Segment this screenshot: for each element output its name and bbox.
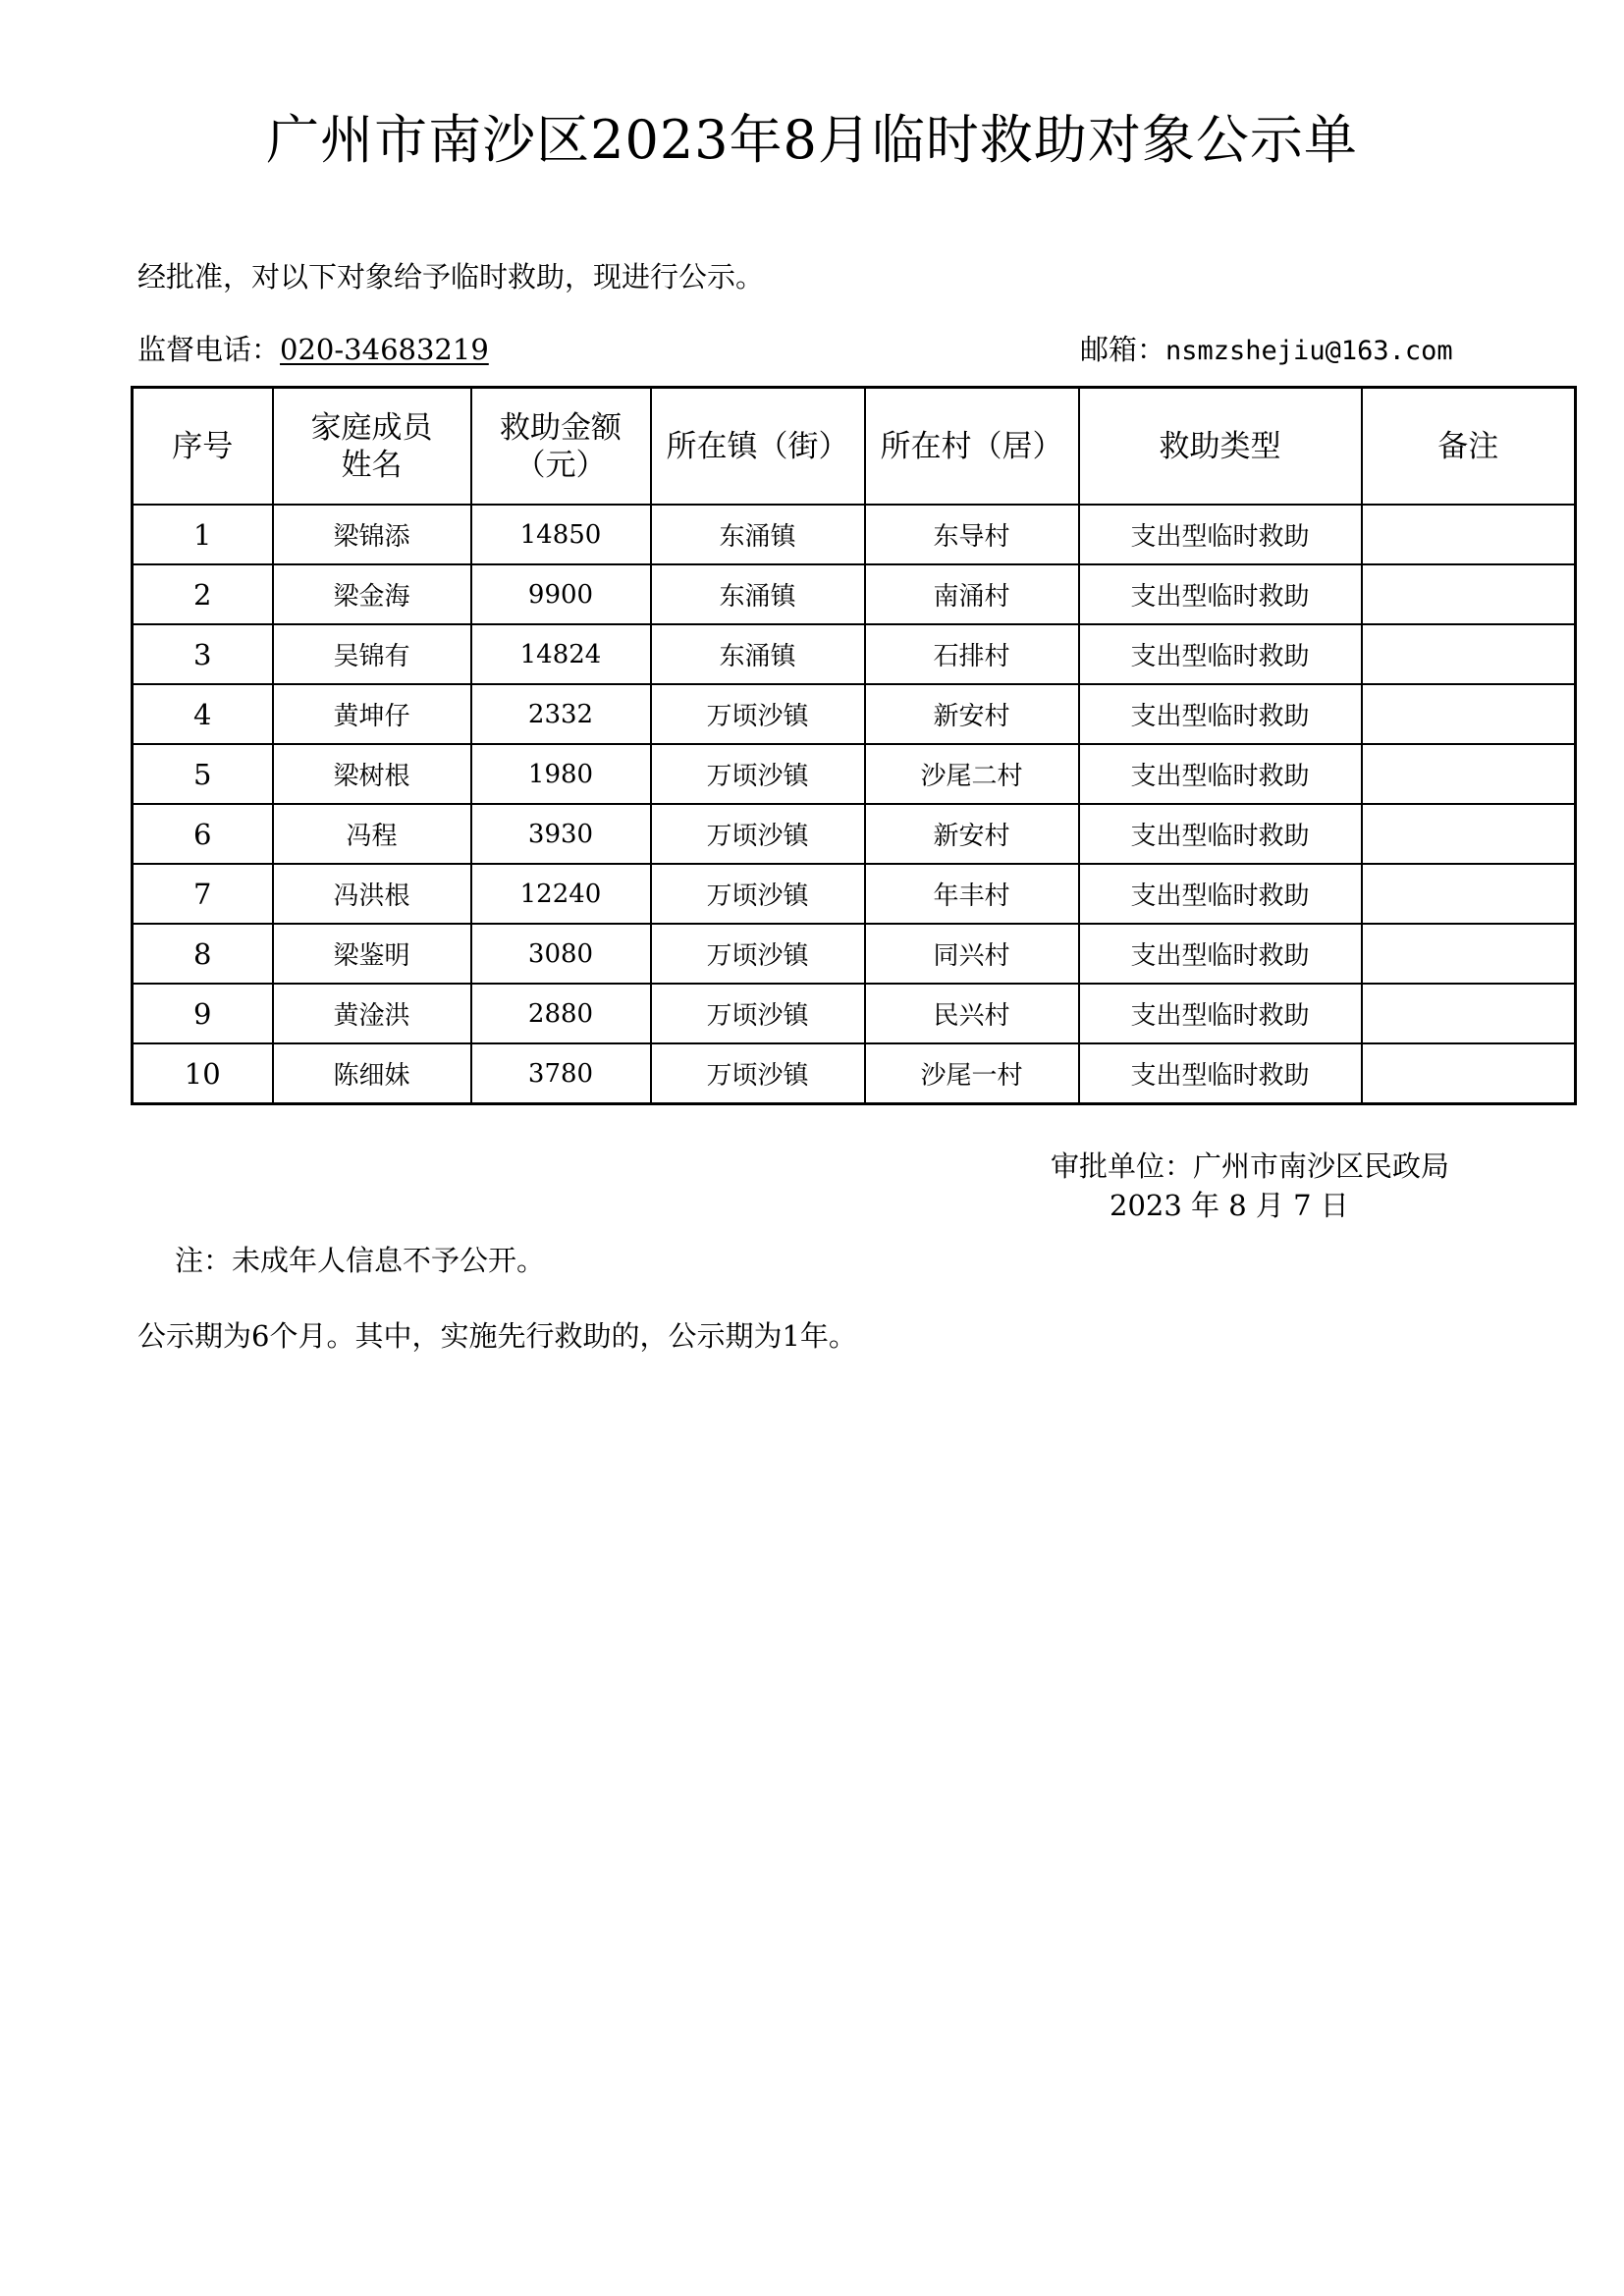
supervision-phone-line: [137, 330, 489, 369]
cell-seq: 1: [133, 505, 273, 564]
table-row: [133, 505, 1576, 564]
cell-amount: 2880: [471, 984, 651, 1043]
cell-town: 万顷沙镇: [651, 864, 865, 924]
cell-village: 民兴村: [865, 984, 1079, 1043]
cell-name: 梁树根: [273, 744, 471, 804]
cell-town: 万顷沙镇: [651, 804, 865, 864]
cell-name: 黄淦洪: [273, 984, 471, 1043]
cell-name: 冯程: [273, 804, 471, 864]
column-header-line: 救助金额: [500, 409, 622, 446]
cell-name: 梁金海: [273, 564, 471, 624]
publicity-period-note: 公示期为6个月。其中，实施先行救助的，公示期为1年。: [137, 1319, 857, 1353]
cell-type: 支出型临时救助: [1079, 804, 1362, 864]
cell-remark: [1362, 624, 1576, 684]
approval-date: 2023 年 8 月 7 日: [1110, 1189, 1349, 1222]
cell-town: 东涌镇: [651, 564, 865, 624]
cell-seq: 5: [133, 744, 273, 804]
table-row: [133, 564, 1576, 624]
cell-village: 石排村: [865, 624, 1079, 684]
cell-remark: [1362, 505, 1576, 564]
supervision-phone: 020-34683219: [280, 333, 489, 366]
cell-seq: 8: [133, 924, 273, 984]
cell-remark: [1362, 924, 1576, 984]
cell-remark: [1362, 684, 1576, 744]
cell-village: 南涌村: [865, 564, 1079, 624]
cell-town: 万顷沙镇: [651, 684, 865, 744]
column-header: [1362, 388, 1576, 506]
cell-remark: [1362, 864, 1576, 924]
cell-amount: 14850: [471, 505, 651, 564]
cell-village: 东导村: [865, 505, 1079, 564]
column-header: [865, 388, 1079, 506]
cell-amount: 1980: [471, 744, 651, 804]
cell-name: 梁锦添: [273, 505, 471, 564]
cell-type: 支出型临时救助: [1079, 984, 1362, 1043]
cell-name: 冯洪根: [273, 864, 471, 924]
cell-remark: [1362, 804, 1576, 864]
cell-village: 新安村: [865, 804, 1079, 864]
cell-name: 吴锦有: [273, 624, 471, 684]
minor-info-note: 注：未成年人信息不予公开。: [175, 1244, 546, 1277]
column-header: [273, 388, 471, 506]
approval-unit: 审批单位：广州市南沙区民政局: [1051, 1149, 1450, 1183]
table-row: [133, 744, 1576, 804]
table-row: [133, 684, 1576, 744]
cell-town: 东涌镇: [651, 624, 865, 684]
table-row: [133, 924, 1576, 984]
cell-amount: 2332: [471, 684, 651, 744]
column-header-line: 所在镇（街）: [666, 428, 849, 464]
column-header-line: 备注: [1437, 428, 1499, 464]
cell-type: 支出型临时救助: [1079, 624, 1362, 684]
table-row: [133, 1043, 1576, 1104]
cell-village: 年丰村: [865, 864, 1079, 924]
cell-type: 支出型临时救助: [1079, 864, 1362, 924]
column-header: [133, 388, 273, 506]
table-body: [133, 505, 1576, 1104]
cell-type: 支出型临时救助: [1079, 684, 1362, 744]
intro-text: 经批准，对以下对象给予临时救助，现进行公示。: [137, 260, 765, 294]
column-header-line: 家庭成员: [310, 409, 433, 446]
cell-village: 新安村: [865, 684, 1079, 744]
table-row: [133, 624, 1576, 684]
cell-seq: 10: [133, 1043, 273, 1104]
cell-seq: 7: [133, 864, 273, 924]
cell-town: 东涌镇: [651, 505, 865, 564]
cell-town: 万顷沙镇: [651, 1043, 865, 1104]
email-label: 邮箱：: [1080, 333, 1166, 366]
cell-amount: 9900: [471, 564, 651, 624]
cell-type: 支出型临时救助: [1079, 744, 1362, 804]
email-line: [1080, 330, 1453, 371]
cell-seq: 2: [133, 564, 273, 624]
cell-remark: [1362, 744, 1576, 804]
page-title: 广州市南沙区2023年8月临时救助对象公示单: [266, 109, 1358, 171]
cell-remark: [1362, 564, 1576, 624]
cell-remark: [1362, 984, 1576, 1043]
cell-town: 万顷沙镇: [651, 984, 865, 1043]
supervision-label: 监督电话：: [137, 333, 281, 366]
cell-type: 支出型临时救助: [1079, 1043, 1362, 1104]
cell-amount: 3080: [471, 924, 651, 984]
column-header: [651, 388, 865, 506]
cell-name: 梁鉴明: [273, 924, 471, 984]
relief-recipients-table: [131, 386, 1577, 1105]
column-header-line: 救助类型: [1159, 428, 1281, 464]
email-address: nsmzshejiu@163.com: [1165, 336, 1453, 366]
cell-town: 万顷沙镇: [651, 744, 865, 804]
cell-name: 陈细妹: [273, 1043, 471, 1104]
cell-seq: 6: [133, 804, 273, 864]
cell-village: 沙尾一村: [865, 1043, 1079, 1104]
cell-village: 同兴村: [865, 924, 1079, 984]
cell-village: 沙尾二村: [865, 744, 1079, 804]
column-header-line: 序号: [172, 428, 234, 464]
cell-amount: 14824: [471, 624, 651, 684]
cell-amount: 3930: [471, 804, 651, 864]
cell-remark: [1362, 1043, 1576, 1104]
cell-amount: 12240: [471, 864, 651, 924]
column-header-line: （元）: [514, 447, 607, 483]
column-header: [471, 388, 651, 506]
table-row: [133, 984, 1576, 1043]
cell-type: 支出型临时救助: [1079, 505, 1362, 564]
table-row: [133, 804, 1576, 864]
column-header-line: 姓名: [341, 447, 403, 483]
cell-seq: 4: [133, 684, 273, 744]
cell-name: 黄坤仔: [273, 684, 471, 744]
column-header: [1079, 388, 1362, 506]
cell-seq: 9: [133, 984, 273, 1043]
cell-seq: 3: [133, 624, 273, 684]
cell-type: 支出型临时救助: [1079, 924, 1362, 984]
column-header-line: 所在村（居）: [880, 428, 1063, 464]
table-row: [133, 864, 1576, 924]
cell-amount: 3780: [471, 1043, 651, 1104]
cell-town: 万顷沙镇: [651, 924, 865, 984]
table-header-row: [133, 388, 1576, 506]
cell-type: 支出型临时救助: [1079, 564, 1362, 624]
